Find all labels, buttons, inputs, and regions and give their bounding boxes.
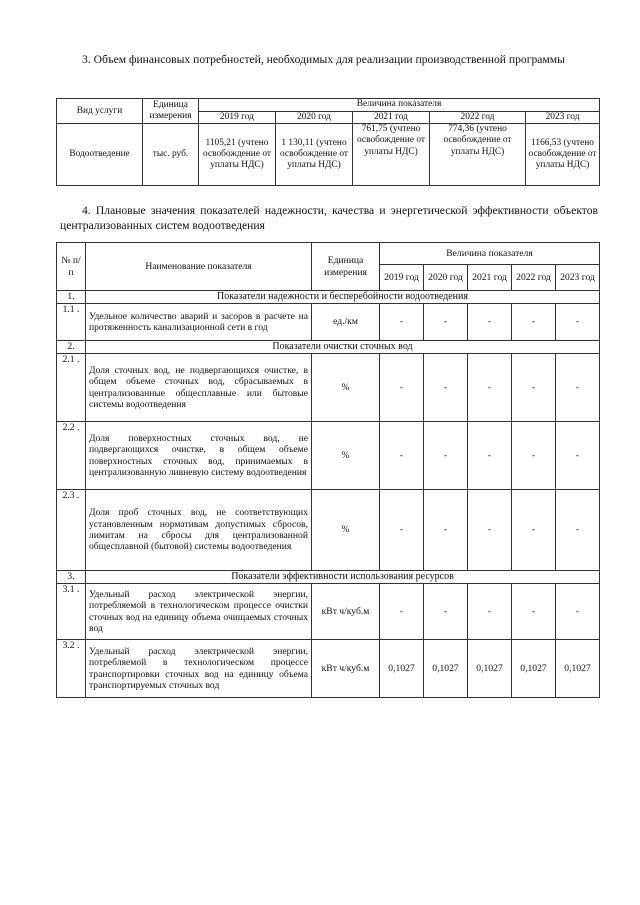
table-row xyxy=(57,124,600,186)
value-cell: - xyxy=(468,584,512,640)
year-header: 2020 год xyxy=(424,265,468,291)
value-cell: - xyxy=(380,490,424,571)
value-cell: - xyxy=(556,354,600,422)
year-header: 2023 год xyxy=(556,265,600,291)
row-num: 2.3 . xyxy=(57,490,86,571)
value-cell: - xyxy=(556,490,600,571)
col-name-header: Наименование показателя xyxy=(86,243,312,291)
table-row xyxy=(57,640,600,698)
value-cell: - xyxy=(512,354,556,422)
col-value-header: Величина показателя xyxy=(199,99,600,112)
value-cell: 1105,21 (учтено освобождение от уплаты НДС) xyxy=(199,124,276,186)
value-cell: - xyxy=(468,490,512,571)
table-row xyxy=(57,584,600,640)
value-cell: 0,1027 xyxy=(380,640,424,698)
value-cell: - xyxy=(380,354,424,422)
year-header: 2021 год xyxy=(353,112,430,124)
year-header: 2019 год xyxy=(380,265,424,291)
value-cell: - xyxy=(468,354,512,422)
value-cell: 761,75 (учтено освобождение от уплаты НДС) xyxy=(353,124,430,186)
indicator-name: Удельное количество аварий и засоров в расчете на протяженность канализационной сети в год xyxy=(86,304,312,341)
year-header: 2021 год xyxy=(468,265,512,291)
unit-cell: ед./км xyxy=(312,304,380,341)
section-num: 3. xyxy=(57,571,86,584)
value-cell: - xyxy=(556,304,600,341)
value-cell: - xyxy=(512,490,556,571)
value-cell: - xyxy=(556,584,600,640)
value-cell: - xyxy=(424,584,468,640)
section-title: Показатели надежности и бесперебойности водоотведения xyxy=(86,291,600,304)
section-row xyxy=(57,341,600,354)
unit-cell: тыс. руб. xyxy=(143,124,199,186)
value-cell: - xyxy=(380,304,424,341)
value-cell: - xyxy=(512,422,556,490)
section-row xyxy=(57,571,600,584)
value-cell: - xyxy=(424,422,468,490)
section-title: Показатели очистки сточных вод xyxy=(86,341,600,354)
year-header: 2019 год xyxy=(199,112,276,124)
section-num: 2. xyxy=(57,341,86,354)
row-num: 1.1 . xyxy=(57,304,86,341)
col-value-header: Величина показателя xyxy=(380,243,600,265)
section-row xyxy=(57,291,600,304)
indicator-name: Доля сточных вод, не подвергающихся очистке, в общем объеме сточных вод, сбрасываемых в централизованные общесплавные или бытовые системы водоотведения xyxy=(86,354,312,422)
unit-cell: % xyxy=(312,422,380,490)
year-header: 2020 год xyxy=(276,112,353,124)
indicator-name: Удельный расход электрической энергии, потребляемой в технологическом процессе транспортировки сточных вод на единицу объема транспортируемых сточных вод xyxy=(86,640,312,698)
section-num: 1. xyxy=(57,291,86,304)
row-num: 2.2 . xyxy=(57,422,86,490)
service-cell: Водоотведение xyxy=(57,124,143,186)
value-cell: 0,1027 xyxy=(468,640,512,698)
value-cell: - xyxy=(380,422,424,490)
unit-cell: % xyxy=(312,354,380,422)
col-unit-header: Единица измерения xyxy=(312,243,380,291)
indicator-name: Доля проб сточных вод, не соответствующих установленным нормативам допустимых сбросов, лимитам на сбросы для централизованной общесплавной (бытовой) системы водоотведения xyxy=(86,490,312,571)
unit-cell: кВт ч/куб.м xyxy=(312,584,380,640)
indicators-table xyxy=(56,242,600,698)
value-cell: 1 130,11 (учтено освобождение от уплаты НДС) xyxy=(276,124,353,186)
section-title: Показатели эффективности использования ресурсов xyxy=(86,571,600,584)
year-header: 2022 год xyxy=(430,112,526,124)
indicator-name: Удельный расход электрической энергии, потребляемой в технологическом процессе очистки сточных вод на единицу объема очищаемых сточных вод xyxy=(86,584,312,640)
indicator-name: Доля поверхностных сточных вод, не подвергающихся очистке, в общем объеме поверхностных сточных вод, принимаемых в централизованную ливневую систему водоотведения xyxy=(86,422,312,490)
value-cell: - xyxy=(468,304,512,341)
col-service-header: Вид услуги xyxy=(57,99,143,124)
col-unit-header: Единица измерения xyxy=(143,99,199,124)
value-cell: 774,36 (учтено освобождение от уплаты НДС) xyxy=(430,124,526,186)
value-cell: 1166,53 (учтено освобождение от уплаты НДС) xyxy=(526,124,600,186)
year-header: 2022 год xyxy=(512,265,556,291)
row-num: 2.1 . xyxy=(57,354,86,422)
value-cell: 0,1027 xyxy=(424,640,468,698)
value-cell: - xyxy=(556,422,600,490)
col-num-header: № п/п xyxy=(57,243,86,291)
table-row xyxy=(57,354,600,422)
value-cell: - xyxy=(424,354,468,422)
value-cell: - xyxy=(424,304,468,341)
table-row xyxy=(57,422,600,490)
section-4-heading: 4. Плановые значения показателей надежности, качества и энергетической эффективности объектов централизованных систем водоотведения xyxy=(60,204,598,232)
row-num: 3.1 . xyxy=(57,584,86,640)
value-cell: 0,1027 xyxy=(556,640,600,698)
value-cell: - xyxy=(468,422,512,490)
value-cell: - xyxy=(512,584,556,640)
section-3-heading: 3. Объем финансовых потребностей, необходимых для реализации производственной программы xyxy=(82,53,565,66)
financial-needs-table xyxy=(56,98,600,186)
value-cell: - xyxy=(512,304,556,341)
year-header: 2023 год xyxy=(526,112,600,124)
value-cell: - xyxy=(424,490,468,571)
row-num: 3.2 . xyxy=(57,640,86,698)
value-cell: 0,1027 xyxy=(512,640,556,698)
table-row xyxy=(57,304,600,341)
unit-cell: % xyxy=(312,490,380,571)
unit-cell: кВт ч/куб.м xyxy=(312,640,380,698)
value-cell: - xyxy=(380,584,424,640)
table-row xyxy=(57,490,600,571)
